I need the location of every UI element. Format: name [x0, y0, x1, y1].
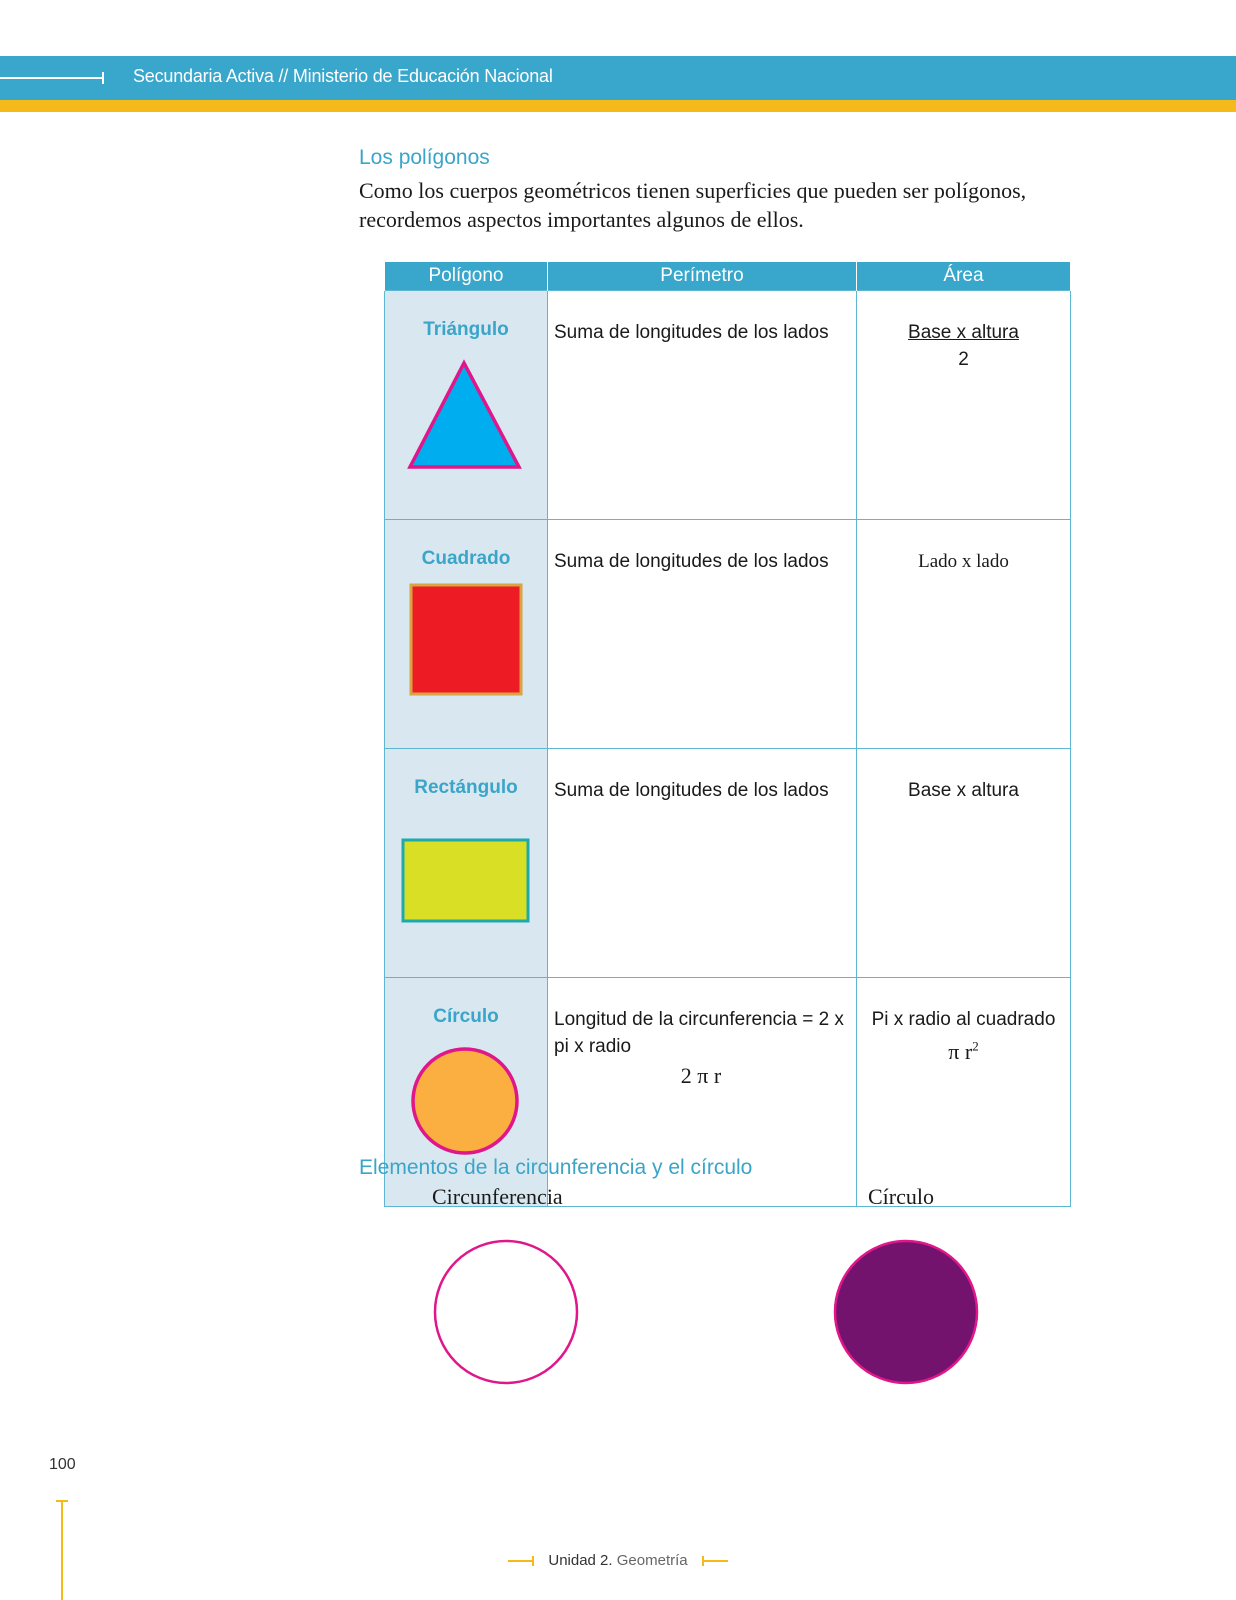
- cell-perimeter-triangulo: [548, 291, 857, 520]
- area-text: Pi x radio al cuadrado: [871, 1009, 1056, 1030]
- area-formula: [948, 1039, 978, 1064]
- shape-name-rectangulo: Rectángulo: [414, 777, 518, 798]
- header-line-tick: [102, 72, 104, 84]
- left-margin-rule: [61, 1500, 63, 1600]
- area-denominator: 2: [958, 349, 969, 370]
- perimeter-text: Suma de longitudes de los lados: [554, 780, 829, 801]
- cell-name-triangulo: [385, 291, 548, 520]
- footer-decoration-left: [508, 1560, 534, 1562]
- area-numerator: Base x altura: [908, 322, 1019, 343]
- perimeter-text: Longitud de la circunferencia = 2 x pi x radio: [554, 1009, 844, 1057]
- area-formula-exponent: 2: [972, 1039, 979, 1054]
- intro-paragraph: Como los cuerpos geométricos tienen superficies que pueden ser polígonos, recordemos aspectos importantes algunos de ellos.: [359, 178, 1027, 232]
- polygon-table: [384, 262, 1071, 1207]
- header-area: Área: [857, 262, 1071, 291]
- circle-label: Círculo: [868, 1184, 934, 1209]
- header-poligono: Polígono: [385, 262, 548, 291]
- perimeter-formula: 2 π r: [680, 1063, 722, 1088]
- circumference-label: Circunferencia: [432, 1184, 563, 1209]
- header-title: Secundaria Activa // Ministerio de Educación Nacional: [133, 66, 553, 86]
- cell-name-cuadrado: [385, 520, 548, 749]
- area-formula-base: π r: [948, 1039, 973, 1065]
- table-row: [385, 520, 1071, 749]
- footer-unit: Unidad 2.: [548, 1552, 613, 1569]
- cell-perimeter-cuadrado: [548, 520, 857, 749]
- shape-name-circulo: Círculo: [433, 1006, 499, 1027]
- footer-topic: Geometría: [616, 1552, 688, 1569]
- section-title-elementos: Elementos de la circunferencia y el círculo: [359, 1156, 753, 1179]
- area-text: Lado x lado: [918, 551, 1009, 572]
- triangle-icon: [406, 355, 526, 480]
- footer-decoration-right: [702, 1560, 728, 1562]
- cell-perimeter-rectangulo: [548, 749, 857, 978]
- shape-name-triangulo: Triángulo: [423, 319, 509, 340]
- area-text: Base x altura: [908, 780, 1019, 801]
- cell-area-circulo: [857, 978, 1071, 1207]
- cell-area-cuadrado: [857, 520, 1071, 749]
- page-number: 100: [49, 1456, 76, 1473]
- left-margin-rule-tick: [56, 1500, 68, 1502]
- square-icon: [406, 582, 526, 700]
- header-perimetro: Perímetro: [548, 262, 857, 291]
- header-stripe: [0, 100, 1236, 112]
- shape-name-cuadrado: Cuadrado: [421, 548, 511, 569]
- header-line-decoration: [0, 77, 104, 79]
- table-header-row: [385, 262, 1071, 291]
- cell-area-rectangulo: [857, 749, 1071, 978]
- perimeter-text: Suma de longitudes de los lados: [554, 551, 829, 572]
- table-row: [385, 291, 1071, 520]
- circle-figure: [832, 1238, 980, 1386]
- rectangle-icon: [400, 837, 532, 927]
- perimeter-text: Suma de longitudes de los lados: [554, 322, 829, 343]
- circle-icon: [408, 1044, 524, 1160]
- circumference-figure: [432, 1238, 580, 1386]
- table-row: [385, 749, 1071, 978]
- cell-area-triangulo: [857, 291, 1071, 520]
- cell-name-rectangulo: [385, 749, 548, 978]
- footer: [0, 1552, 1236, 1569]
- section-title-poligonos: Los polígonos: [359, 146, 490, 169]
